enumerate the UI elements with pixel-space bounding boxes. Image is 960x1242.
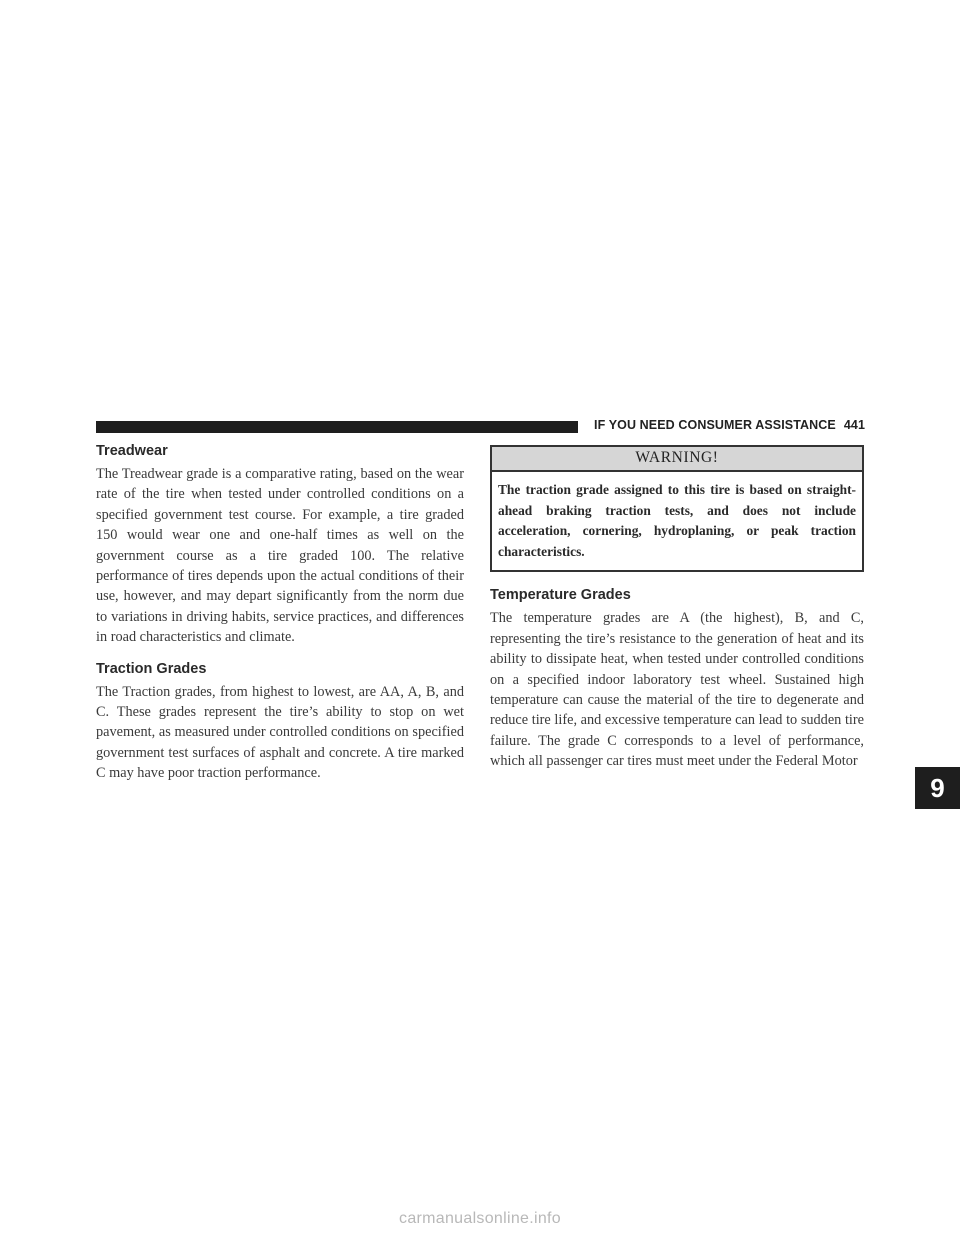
traction-heading: Traction Grades	[96, 660, 207, 677]
treadwear-heading: Treadwear	[96, 443, 168, 459]
warning-box	[490, 445, 864, 572]
temperature-paragraph: The temperature grades are A (the highest), B, and C, representing the tire’s resistance to the generation of heat and its ability to dissipate heat, when tested under controlled conditions on a specified indoor laboratory test wheel. Sustained high temperature can cause the material of the tire to degenerate and reduce tire life, and excessive temperature can lead to sudden tire failure. The grade C corresponds to a level of performance, which all passenger car tires must meet under the Federal Motor	[490, 610, 864, 770]
warning-text: The traction grade assigned to this tire is based on straight-ahead braking traction tests, and does not include acceleration, cornering, hydroplaning, or peak traction characteristics.	[498, 482, 856, 559]
warning-title: WARNING!	[492, 447, 862, 472]
temperature-heading: Temperature Grades	[490, 587, 631, 604]
chapter-tab: 9	[915, 767, 960, 809]
left-column	[96, 442, 464, 796]
header-rule	[96, 421, 578, 433]
traction-paragraph: The Traction grades, from highest to lowest, are AA, A, B, and C. These grades represent the tire’s ability to stop on wet pavement, as measured under controlled conditions on specified government test surfaces of asphalt and concrete. A tire marked C may have poor traction performance.	[96, 683, 464, 782]
section-title: IF YOU NEED CONSUMER ASSISTANCE	[594, 418, 836, 432]
running-header	[590, 418, 865, 432]
treadwear-paragraph: The Treadwear grade is a comparative rating, based on the wear rate of the tire when tested under controlled conditions on a specified government test course. For example, a tire graded 150 would wear one and one-half times as well on the government course as a tire graded 100. The relative performance of tires depends upon the actual conditions of their use, however, and may depart significantly from the norm due to variations in driving habits, service practices, and differences in road characteristics and climate.	[96, 466, 464, 646]
right-column	[490, 445, 864, 784]
page-number: 441	[843, 418, 865, 432]
watermark: carmanualsonline.info	[399, 1210, 561, 1227]
